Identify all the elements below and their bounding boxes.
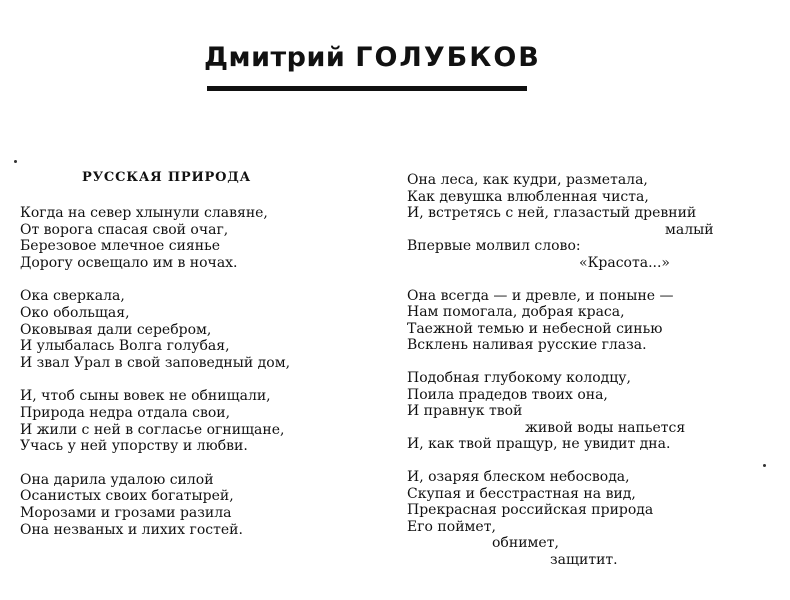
author-first-name: Дмитрий: [204, 42, 346, 73]
verse-line: Когда на север хлынули славяне,: [20, 205, 268, 221]
poem-right-column: [407, 172, 714, 584]
verse-line: И, чтоб сыны вовек не обнищали,: [20, 388, 271, 405]
verse-line-indented: защитит.: [550, 551, 618, 568]
poem-left-column: [20, 205, 290, 538]
verse-line: Впервые молвил слово:: [407, 238, 581, 255]
verse-line: И правнук твой: [407, 403, 523, 420]
verse-line-continuation: малый: [665, 221, 714, 238]
verse-line: Око обольщая,: [20, 304, 130, 321]
verse-line: Березовое млечное сиянье: [20, 238, 220, 255]
verse-line: И жили с ней в согласье огнищане,: [20, 421, 285, 438]
verse-line: Она леса, как кудри, разметала,: [407, 172, 648, 188]
verse-line-indented: обнимет,: [492, 535, 559, 552]
verse-line: Подобная глубокому колодцу,: [407, 369, 631, 386]
stanza-3: [20, 388, 290, 454]
stanza-4: [20, 472, 290, 538]
verse-line: Его поймет,: [407, 518, 496, 535]
poem-title: РУССКАЯ ПРИРОДА: [82, 170, 252, 185]
verse-line: Осанистых своих богатырей,: [20, 488, 234, 505]
stanza-7: [407, 370, 714, 453]
verse-line: И улыбалась Волга голубая,: [20, 338, 230, 355]
stanza-6: [407, 288, 714, 354]
verse-line-indented: живой воды напьется: [525, 419, 686, 436]
verse-line: Учась у ней упорству и любви.: [20, 438, 248, 455]
stanza-8: [407, 469, 714, 569]
header-rule: [207, 86, 527, 91]
print-speck: [14, 160, 17, 163]
verse-line: Природа недра отдала свои,: [20, 404, 231, 421]
verse-line: Как девушка влюбленная чиста,: [407, 188, 649, 205]
stanza-1: [20, 205, 290, 271]
verse-line: Оковывая дали серебром,: [20, 321, 212, 338]
verse-line: Нам помогала, добрая краса,: [407, 304, 625, 321]
verse-line-indented: «Красота...»: [579, 254, 670, 271]
verse-line: Скупая и бесстрастная на вид,: [407, 485, 636, 502]
verse-line: Она дарила удалою силой: [20, 471, 214, 488]
verse-line: И, озаряя блеском небосвода,: [407, 468, 630, 485]
author-name: [204, 42, 541, 73]
verse-line: От ворога спасая свой очаг,: [20, 221, 229, 238]
verse-line: Поила прадедов твоих она,: [407, 386, 608, 403]
author-last-name: ГОЛУБКОВ: [355, 42, 541, 73]
verse-line: И, встретясь с ней, глазастый древний: [407, 205, 697, 222]
verse-line: Всклень наливая русские глаза.: [407, 337, 647, 354]
print-speck: [763, 464, 766, 467]
stanza-2: [20, 288, 290, 371]
verse-line: Она незваных и лихих гостей.: [20, 521, 243, 538]
verse-line: Ока сверкала,: [20, 288, 125, 305]
verse-line: Прекрасная российская природа: [407, 502, 654, 519]
verse-line: Морозами и грозами разила: [20, 504, 232, 521]
verse-line: Она всегда — и древле, и поныне —: [407, 287, 674, 304]
verse-line: Таежной темью и небесной синью: [407, 320, 663, 337]
verse-line: Дорогу освещало им в ночах.: [20, 254, 238, 271]
verse-line: И звал Урал в свой заповедный дом,: [20, 354, 291, 371]
stanza-5: [407, 172, 714, 272]
verse-line: И, как твой пращур, не увидит дна.: [407, 436, 671, 453]
